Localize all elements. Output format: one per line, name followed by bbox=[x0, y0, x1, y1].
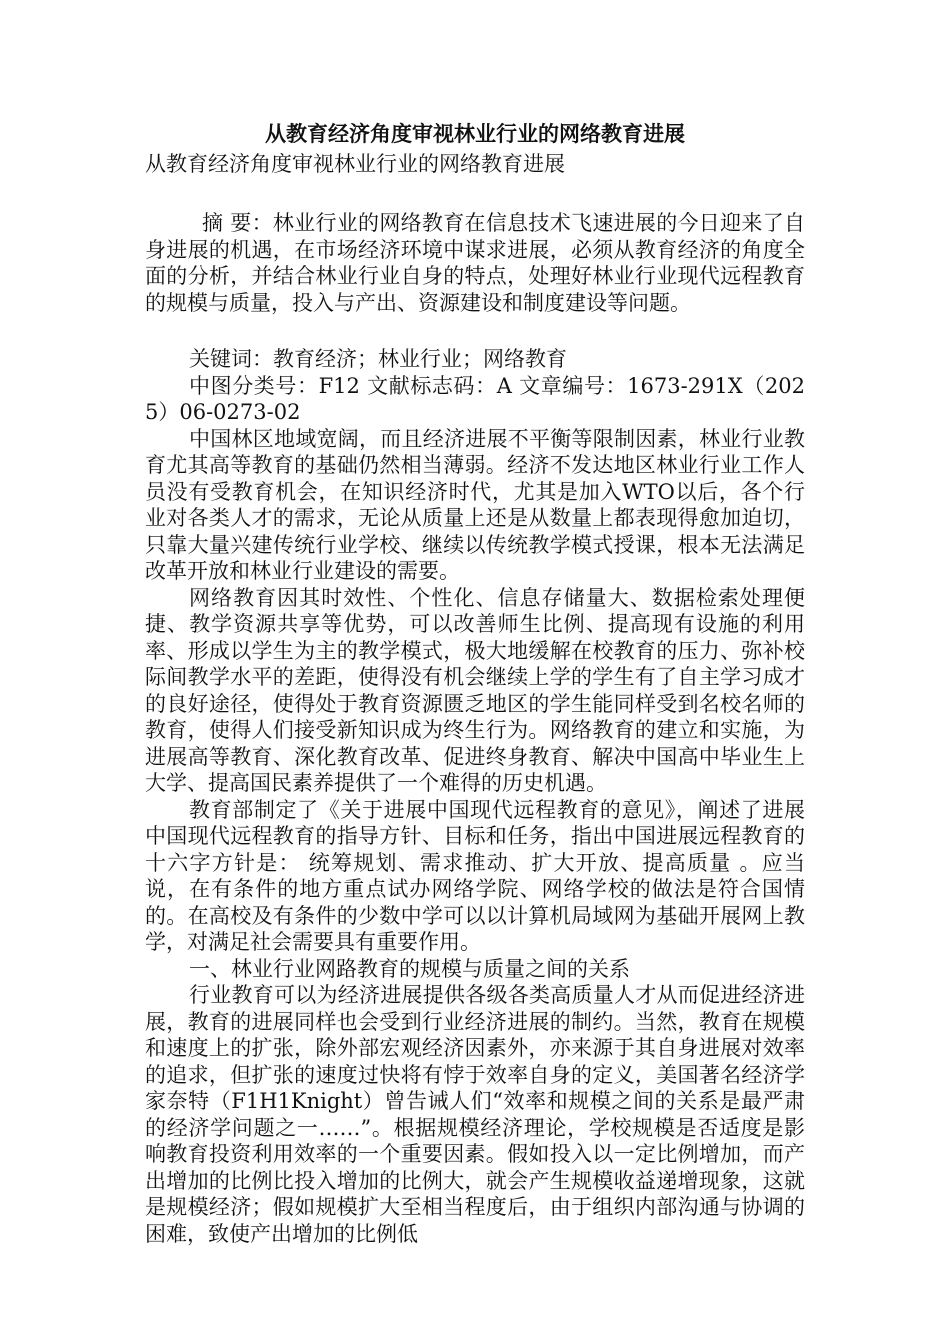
keywords-line: 关键词：教育经济；林业行业；网络教育 bbox=[189, 347, 567, 371]
classification-line: 中图分类号：F12 文献标志码：A 文章编号：1673-291X（2025）06-0273-02 bbox=[145, 373, 805, 424]
body-paragraph: 教育部制定了《关于进展中国现代远程教育的意见》，阐述了进展中国现代远程教育的指导方针、目标和任务，指出中国进展远程教育的十六字方针是： 统筹规划、需求推动、扩大开放、提高质量 。应当说，在有条件的地方重点试办网络学院、网络学校的做法是符合国情的。在高校及有条件的少数中学可以以计算机局域网为基础开展网上教学，对满足社会需要具有重要作用。 bbox=[145, 797, 805, 954]
body-paragraph: 行业教育可以为经济进展提供各级各类高质量人才从而促进经济进展，教育的进展同样也会受到行业经济进展的制约。当然，教育在规模和速度上的扩张，除外部宏观经济因素外，亦来源于其自身进展对效率的追求，但扩张的速度过快将有悖于效率自身的定义，美国著名经济学家奈特（F1H1Knight）曾告诫人们“效率和规模之间的关系是最严肃的经济学问题之一……”。根据规模经济理论，学校规模是否适度是影响教育投资利用效率的一个重要因素。假如投入以一定比例增加，而产出增加的比例比投入增加的比例大，就会产生规模收益递增现象，这就是规模经济；假如规模扩大至相当程度后，由于组织内部沟通与协调的困难，致使产出增加的比例低 bbox=[145, 983, 805, 1246]
body-paragraph: 网络教育因其时效性、个性化、信息存储量大、数据检索处理便捷、教学资源共享等优势，可以改善师生比例、提高现有设施的利用率、形成以学生为主的教学模式，极大地缓解在校教育的压力、弥补校际间教学水平的差距，使得没有机会继续上学的学生有了自主学习成才的良好途径，使得处于教育资源匮乏地区的学生能同样受到名校名师的教育，使得人们接受新知识成为终生行为。网络教育的建立和实施，为进展高等教育、深化教育改革、促进终身教育、解决中国高中毕业生上大学、提高国民素养提供了一个难得的历史机遇。 bbox=[145, 585, 805, 795]
section-heading: 一、林业行业网路教育的规模与质量之间的关系 bbox=[189, 956, 630, 981]
abstract-paragraph: 摘 要：林业行业的网络教育在信息技术飞速进展的今日迎来了自身进展的机遇，在市场经济环境中谋求进展，必须从教育经济的角度全面的分析，并结合林业行业自身的特点，处理好林业行业现代远程教育的规模与质量，投入与产出、资源建设和制度建设等问题。 bbox=[145, 211, 805, 315]
document-subtitle: 从教育经济角度审视林业行业的网络教育进展 bbox=[145, 152, 565, 176]
document-title: 从教育经济角度审视林业行业的网络教育进展 bbox=[265, 122, 685, 146]
body-paragraph: 中国林区地域宽阔，而且经济进展不平衡等限制因素，林业行业教育尤其高等教育的基础仍然相当薄弱。经济不发达地区林业行业工作人员没有受教育机会，在知识经济时代，尤其是加入WTO以后，各个行业对各类人才的需求，无论从质量上还是从数量上都表现得愈加迫切，只靠大量兴建传统行业学校、继续以传统教学模式授课，根本无法满足改革开放和林业行业建设的需要。 bbox=[145, 426, 805, 583]
document-body bbox=[145, 118, 805, 1247]
